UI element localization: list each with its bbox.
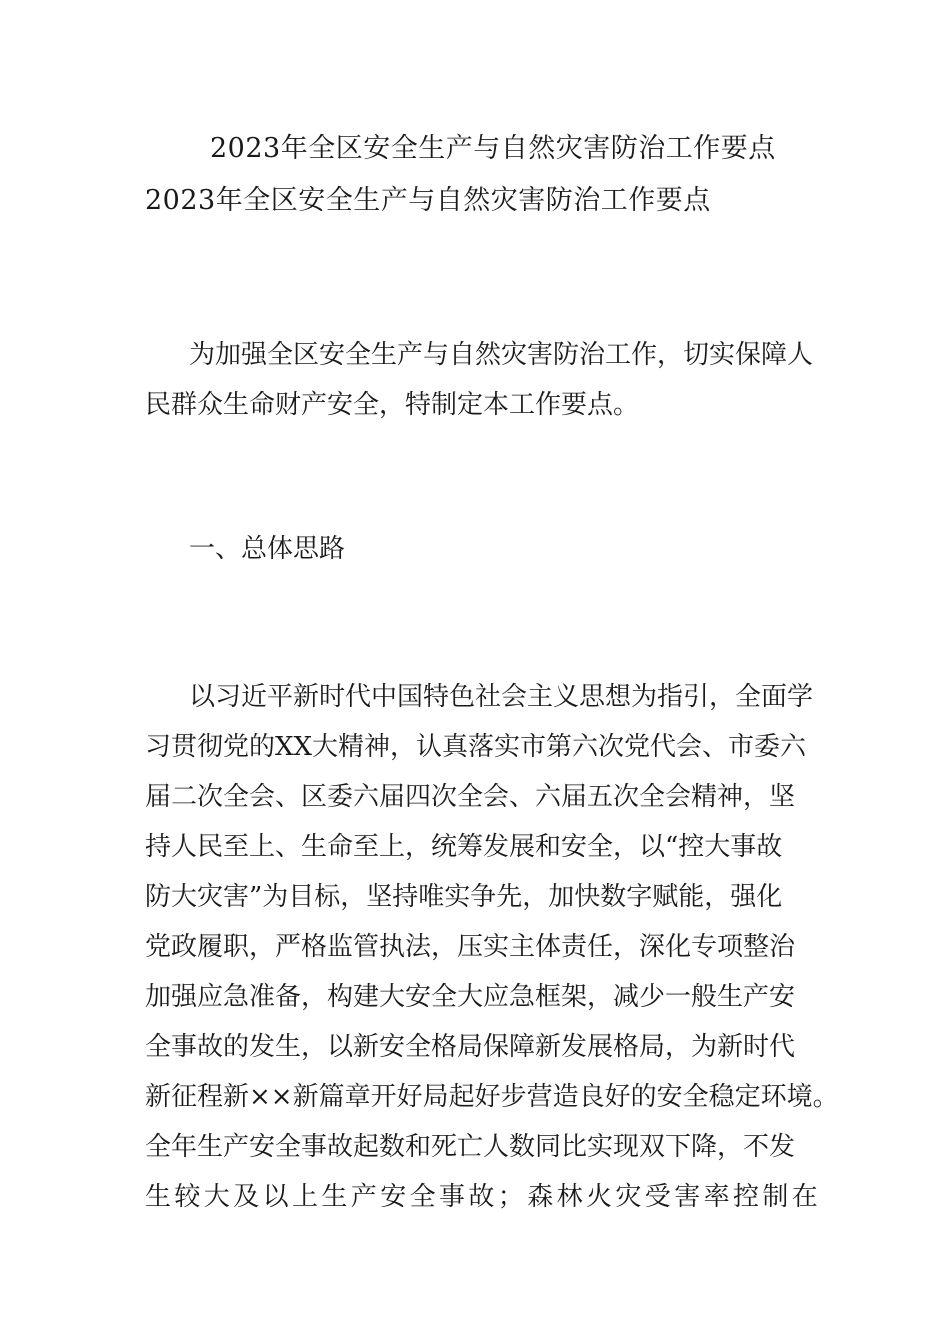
- body-line: 全年生产安全事故起数和死亡人数同比实现双下降，不发: [145, 1132, 796, 1162]
- document-title-repeat: 2023年全区安全生产与自然灾害防治工作要点: [145, 185, 711, 216]
- intro-line: 为加强全区安全生产与自然灾害防治工作，切实保障人: [189, 340, 814, 370]
- intro-paragraph: [145, 330, 815, 430]
- body-line: 防大灾害”为目标，坚持唯实争先，加快数字赋能，强化: [145, 882, 783, 912]
- body-line: 加强应急准备，构建大安全大应急框架，减少一般生产安: [145, 982, 796, 1012]
- body-line: 党政履职，严格监管执法，压实主体责任，深化专项整治: [145, 932, 796, 962]
- section-heading-text: 一、总体思路: [189, 534, 346, 564]
- body-line: 持人民至上、生命至上，统筹发展和安全，以“控大事故: [145, 832, 783, 862]
- body-line: 以习近平新时代中国特色社会主义思想为指引，全面学: [189, 682, 814, 712]
- intro-line: 民群众生命财产安全，特制定本工作要点。: [145, 390, 640, 420]
- section-heading: [145, 524, 815, 574]
- body-line: 新征程新××新篇章开好局起好步营造良好的安全稳定环境。: [145, 1082, 839, 1112]
- body-line: 习贯彻党的XX大精神，认真落实市第六次党代会、市委六: [145, 732, 807, 762]
- document-title: 2023年全区安全生产与自然灾害防治工作要点: [210, 133, 776, 164]
- body-line: 全事故的发生，以新安全格局保障新发展格局，为新时代: [145, 1032, 796, 1062]
- body-paragraph: [145, 672, 839, 1222]
- body-line: 届二次全会、区委六届四次全会、六届五次全会精神，坚: [145, 782, 796, 812]
- body-line: 生较大及以上生产安全事故；森林火灾受害率控制在: [145, 1182, 822, 1212]
